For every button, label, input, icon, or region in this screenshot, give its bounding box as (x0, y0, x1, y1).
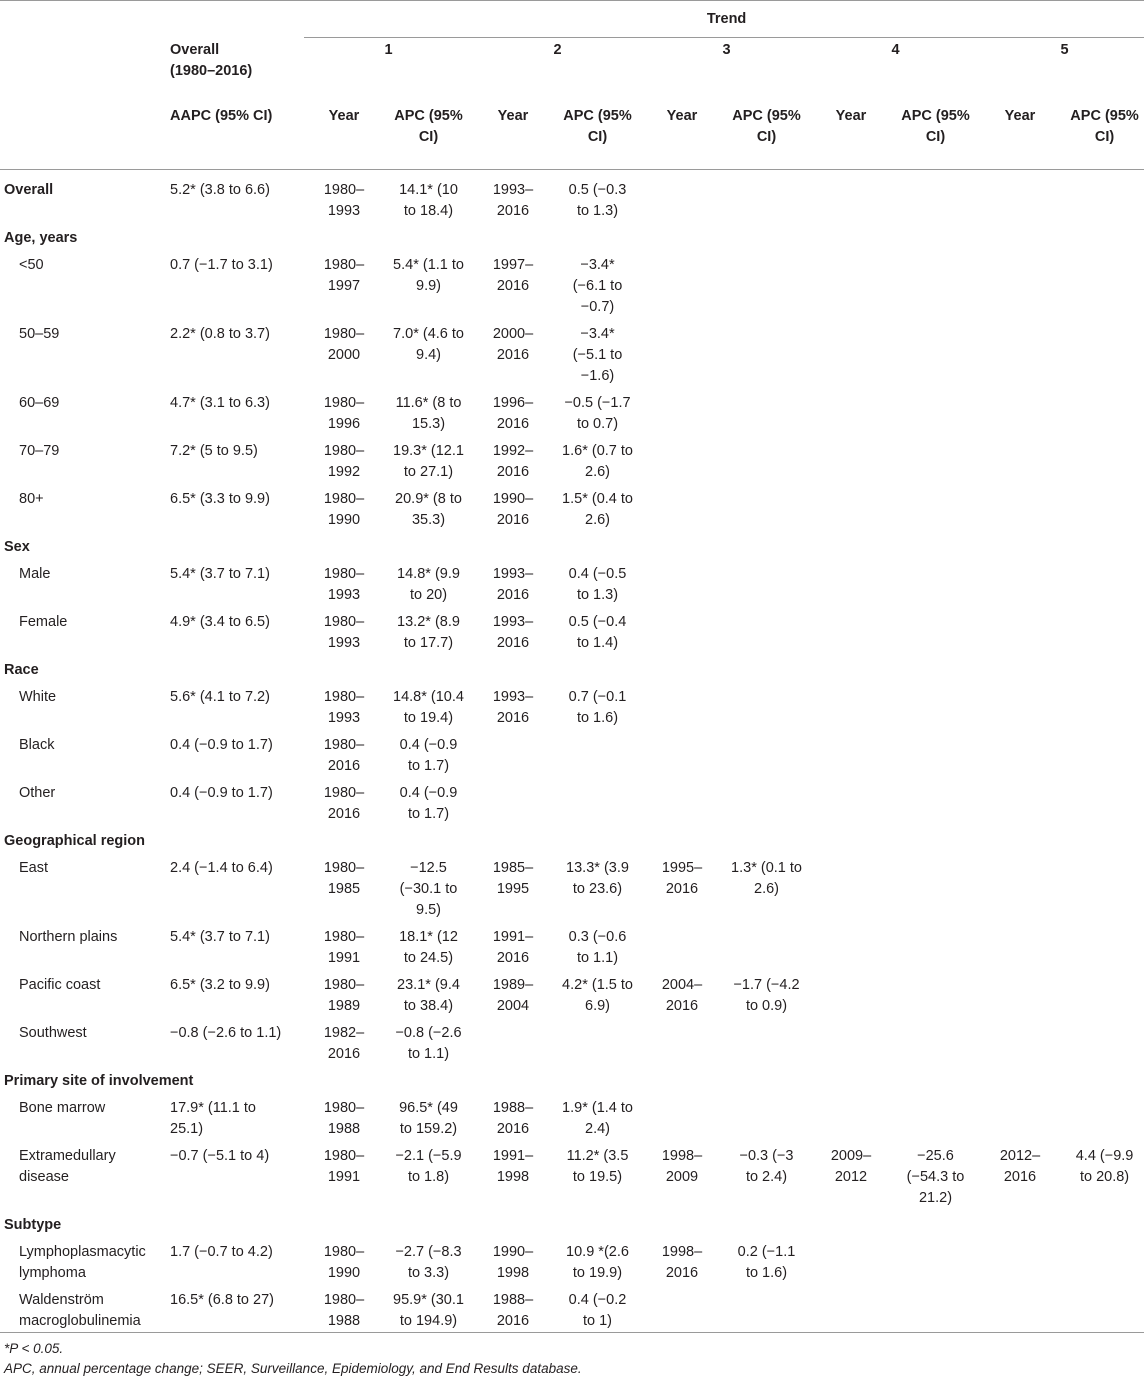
apc-cell (722, 249, 811, 318)
aapc-cell: 5.6* (4.1 to 7.2) (166, 681, 304, 729)
year-range-cell: 1998– 2009 (642, 1140, 722, 1209)
table-row (0, 483, 1144, 531)
year-range-cell (980, 1236, 1060, 1284)
apc-cell (1060, 318, 1144, 387)
apc-cell: 96.5* (49 to 159.2) (384, 1092, 473, 1140)
apc-cell (1060, 921, 1144, 969)
aapc-cell: 1.7 (−0.7 to 4.2) (166, 1236, 304, 1284)
table-header (0, 1, 1144, 170)
apc-cell (1060, 1017, 1144, 1065)
apc-cell: 0.3 (−0.6 to 1.1) (553, 921, 642, 969)
year-range-cell (473, 1017, 553, 1065)
year-range-cell (980, 921, 1060, 969)
apc-cell (722, 1284, 811, 1333)
apc-cell (891, 777, 980, 825)
apc-cell: 1.6* (0.7 to 2.6) (553, 435, 642, 483)
apc-cell: 4.2* (1.5 to 6.9) (553, 969, 642, 1017)
year-range-cell (980, 729, 1060, 777)
section-heading-row (0, 1209, 1144, 1236)
apc-cell: 20.9* (8 to 35.3) (384, 483, 473, 531)
year-range-cell (811, 852, 891, 921)
apc-cell (1060, 435, 1144, 483)
row-label: 70–79 (0, 435, 166, 483)
year-range-cell: 1980– 1990 (304, 483, 384, 531)
apc-cell (1060, 969, 1144, 1017)
apc-cell (722, 318, 811, 387)
row-label: Male (0, 558, 166, 606)
apc-cell: 14.8* (9.9 to 20) (384, 558, 473, 606)
year-range-cell (980, 681, 1060, 729)
year-range-cell (642, 387, 722, 435)
apc-cell: 5.4* (1.1 to 9.9) (384, 249, 473, 318)
table-row (0, 387, 1144, 435)
year-range-cell: 1980– 1985 (304, 852, 384, 921)
apc-cell (891, 681, 980, 729)
year-range-cell: 1989– 2004 (473, 969, 553, 1017)
apc-cell: 23.1* (9.4 to 38.4) (384, 969, 473, 1017)
year-range-cell (980, 170, 1060, 223)
apc-cell (722, 729, 811, 777)
year-column-header: Year (980, 96, 1060, 170)
year-range-cell: 1980– 1993 (304, 558, 384, 606)
apc-cell: 0.4 (−0.9 to 1.7) (384, 729, 473, 777)
year-range-cell (811, 558, 891, 606)
apc-cell: 1.9* (1.4 to 2.4) (553, 1092, 642, 1140)
table-row (0, 777, 1144, 825)
year-range-cell: 1980– 1990 (304, 1236, 384, 1284)
trend-title: Trend (304, 1, 1144, 38)
apc-cell: −25.6 (−54.3 to 21.2) (891, 1140, 980, 1209)
year-range-cell (642, 558, 722, 606)
aapc-cell: 0.4 (−0.9 to 1.7) (166, 729, 304, 777)
row-label: <50 (0, 249, 166, 318)
apc-cell (891, 969, 980, 1017)
year-range-cell: 1980– 1989 (304, 969, 384, 1017)
aapc-cell: 0.7 (−1.7 to 3.1) (166, 249, 304, 318)
row-label: White (0, 681, 166, 729)
row-label: Extramedullary disease (0, 1140, 166, 1209)
apc-cell: −12.5 (−30.1 to 9.5) (384, 852, 473, 921)
year-range-cell: 1980– 1988 (304, 1284, 384, 1333)
year-range-cell: 1985– 1995 (473, 852, 553, 921)
table-row (0, 318, 1144, 387)
year-range-cell: 1980– 2016 (304, 777, 384, 825)
apc-cell (891, 606, 980, 654)
year-range-cell (642, 318, 722, 387)
table-row (0, 681, 1144, 729)
row-label: East (0, 852, 166, 921)
year-range-cell (642, 1017, 722, 1065)
year-range-cell: 1993– 2016 (473, 681, 553, 729)
table-row (0, 852, 1144, 921)
section-heading: Geographical region (0, 825, 1144, 852)
aapc-cell: 6.5* (3.3 to 9.9) (166, 483, 304, 531)
year-range-cell (642, 1092, 722, 1140)
apc-cell (722, 558, 811, 606)
year-range-cell: 1998– 2016 (642, 1236, 722, 1284)
year-range-cell: 2004– 2016 (642, 969, 722, 1017)
apc-cell (722, 921, 811, 969)
apc-cell (891, 558, 980, 606)
row-label: Waldenström macroglobulinemia (0, 1284, 166, 1333)
trend-number-1: 1 (304, 38, 473, 97)
apc-cell (1060, 387, 1144, 435)
table-row (0, 1140, 1144, 1209)
apc-cell: 0.4 (−0.2 to 1) (553, 1284, 642, 1333)
apc-cell (553, 777, 642, 825)
aapc-cell: 4.9* (3.4 to 6.5) (166, 606, 304, 654)
section-heading-row (0, 531, 1144, 558)
footnote-significance: *P < 0.05. (4, 1339, 1144, 1359)
year-range-cell: 1991– 2016 (473, 921, 553, 969)
apc-cell: −0.3 (−3 to 2.4) (722, 1140, 811, 1209)
apc-cell (722, 483, 811, 531)
year-range-cell (642, 681, 722, 729)
aapc-cell: 5.4* (3.7 to 7.1) (166, 558, 304, 606)
row-label: Lymphoplasmacytic lymphoma (0, 1236, 166, 1284)
year-range-cell (642, 777, 722, 825)
apc-cell (1060, 558, 1144, 606)
year-range-cell: 1996– 2016 (473, 387, 553, 435)
apc-cell: 0.5 (−0.4 to 1.4) (553, 606, 642, 654)
section-heading: Age, years (0, 222, 1144, 249)
year-range-cell: 1982– 2016 (304, 1017, 384, 1065)
year-range-cell (642, 170, 722, 223)
year-range-cell: 1993– 2016 (473, 606, 553, 654)
aapc-cell: −0.7 (−5.1 to 4) (166, 1140, 304, 1209)
apc-cell: 11.6* (8 to 15.3) (384, 387, 473, 435)
year-range-cell: 1988– 2016 (473, 1092, 553, 1140)
table-row (0, 1092, 1144, 1140)
row-label: Southwest (0, 1017, 166, 1065)
apc-cell (891, 1092, 980, 1140)
apc-cell (1060, 681, 1144, 729)
section-heading: Sex (0, 531, 1144, 558)
row-label: 50–59 (0, 318, 166, 387)
trend-number-4: 4 (811, 38, 980, 97)
apc-cell (1060, 606, 1144, 654)
table-row (0, 558, 1144, 606)
apc-cell (891, 1284, 980, 1333)
year-range-cell: 1990– 1998 (473, 1236, 553, 1284)
year-range-cell: 1980– 1992 (304, 435, 384, 483)
apc-column-header: APC (95% CI) (891, 96, 980, 170)
table-row (0, 969, 1144, 1017)
year-range-cell: 2012– 2016 (980, 1140, 1060, 1209)
year-range-cell (811, 387, 891, 435)
apc-cell (553, 729, 642, 777)
footnote-abbreviations: APC, annual percentage change; SEER, Surveillance, Epidemiology, and End Results database. (4, 1359, 1144, 1379)
apc-cell (722, 1017, 811, 1065)
year-range-cell (811, 1284, 891, 1333)
year-range-cell: 1980– 1993 (304, 170, 384, 223)
year-range-cell (980, 606, 1060, 654)
year-range-cell: 1990– 2016 (473, 483, 553, 531)
apc-cell (891, 249, 980, 318)
apc-column-header: APC (95% CI) (553, 96, 642, 170)
apc-cell (1060, 170, 1144, 223)
year-range-cell (642, 483, 722, 531)
year-range-cell (473, 777, 553, 825)
apc-cell (1060, 729, 1144, 777)
aapc-cell: −0.8 (−2.6 to 1.1) (166, 1017, 304, 1065)
year-range-cell (811, 729, 891, 777)
table-row (0, 1284, 1144, 1333)
apc-cell (891, 483, 980, 531)
year-column-header: Year (304, 96, 384, 170)
aapc-cell: 17.9* (11.1 to 25.1) (166, 1092, 304, 1140)
apc-cell (553, 1017, 642, 1065)
table-body (0, 170, 1144, 1333)
apc-cell (722, 435, 811, 483)
apc-cell: 1.5* (0.4 to 2.6) (553, 483, 642, 531)
apc-cell: 0.4 (−0.5 to 1.3) (553, 558, 642, 606)
year-range-cell (811, 483, 891, 531)
table-row (0, 1017, 1144, 1065)
year-range-cell (980, 969, 1060, 1017)
table-row (0, 606, 1144, 654)
row-label: Northern plains (0, 921, 166, 969)
year-range-cell: 1988– 2016 (473, 1284, 553, 1333)
year-range-cell: 1993– 2016 (473, 558, 553, 606)
year-range-cell: 2009– 2012 (811, 1140, 891, 1209)
year-range-cell (642, 729, 722, 777)
apc-cell: −0.5 (−1.7 to 0.7) (553, 387, 642, 435)
year-range-cell: 1980– 1993 (304, 606, 384, 654)
year-range-cell: 1980– 1997 (304, 249, 384, 318)
section-heading: Primary site of involvement (0, 1065, 1144, 1092)
section-heading-row (0, 222, 1144, 249)
year-range-cell (811, 777, 891, 825)
year-range-cell (642, 1284, 722, 1333)
apc-cell (722, 170, 811, 223)
apc-cell (891, 729, 980, 777)
section-heading-row (0, 1065, 1144, 1092)
year-range-cell (811, 435, 891, 483)
section-heading: Subtype (0, 1209, 1144, 1236)
year-range-cell (473, 729, 553, 777)
apc-cell (722, 606, 811, 654)
apc-cell: 18.1* (12 to 24.5) (384, 921, 473, 969)
apc-cell: 19.3* (12.1 to 27.1) (384, 435, 473, 483)
aapc-cell: 6.5* (3.2 to 9.9) (166, 969, 304, 1017)
apc-cell (1060, 1284, 1144, 1333)
apc-cell: 11.2* (3.5 to 19.5) (553, 1140, 642, 1209)
year-range-cell (811, 1092, 891, 1140)
footnotes (0, 1333, 1144, 1379)
apc-cell (722, 1092, 811, 1140)
table-row (0, 435, 1144, 483)
year-range-cell: 1980– 1991 (304, 1140, 384, 1209)
apc-cell: 4.4 (−9.9 to 20.8) (1060, 1140, 1144, 1209)
apc-cell: 0.4 (−0.9 to 1.7) (384, 777, 473, 825)
row-label: 80+ (0, 483, 166, 531)
apc-cell (1060, 483, 1144, 531)
apc-cell (891, 387, 980, 435)
year-column-header: Year (811, 96, 891, 170)
year-range-cell (980, 483, 1060, 531)
year-range-cell (980, 1017, 1060, 1065)
year-range-cell (980, 1092, 1060, 1140)
overall-column-title: Overall (1980–2016) (166, 38, 304, 97)
apc-cell: 14.1* (10 to 18.4) (384, 170, 473, 223)
year-range-cell: 1997– 2016 (473, 249, 553, 318)
apc-cell: 1.3* (0.1 to 2.6) (722, 852, 811, 921)
apc-cell: 95.9* (30.1 to 194.9) (384, 1284, 473, 1333)
apc-cell: 10.9 *(2.6 to 19.9) (553, 1236, 642, 1284)
year-range-cell (980, 777, 1060, 825)
section-heading-row (0, 654, 1144, 681)
year-range-cell (980, 318, 1060, 387)
row-label: Other (0, 777, 166, 825)
aapc-cell: 4.7* (3.1 to 6.3) (166, 387, 304, 435)
aapc-cell: 7.2* (5 to 9.5) (166, 435, 304, 483)
year-range-cell (980, 1284, 1060, 1333)
apc-cell: −3.4* (−6.1 to −0.7) (553, 249, 642, 318)
year-range-cell: 1995– 2016 (642, 852, 722, 921)
year-column-header: Year (642, 96, 722, 170)
year-range-cell: 1980– 1993 (304, 681, 384, 729)
year-range-cell (811, 969, 891, 1017)
section-heading: Race (0, 654, 1144, 681)
year-range-cell (811, 921, 891, 969)
year-range-cell (642, 921, 722, 969)
year-range-cell: 1980– 1991 (304, 921, 384, 969)
apc-cell (891, 1236, 980, 1284)
year-range-cell (980, 435, 1060, 483)
row-label: Pacific coast (0, 969, 166, 1017)
year-range-cell: 2000– 2016 (473, 318, 553, 387)
apc-cell (891, 318, 980, 387)
apc-cell (891, 170, 980, 223)
year-range-cell (811, 681, 891, 729)
year-range-cell (980, 249, 1060, 318)
apc-column-header: APC (95% CI) (384, 96, 473, 170)
table-row (0, 249, 1144, 318)
apc-cell (1060, 249, 1144, 318)
section-heading-row (0, 825, 1144, 852)
trend-number-3: 3 (642, 38, 811, 97)
apc-cell (891, 1017, 980, 1065)
apc-cell (1060, 852, 1144, 921)
year-range-cell (811, 1236, 891, 1284)
row-label: Bone marrow (0, 1092, 166, 1140)
table-row (0, 170, 1144, 223)
year-range-cell (811, 606, 891, 654)
apc-cell: 13.2* (8.9 to 17.7) (384, 606, 473, 654)
apc-cell (1060, 777, 1144, 825)
apc-cell (891, 921, 980, 969)
apc-cell: −0.8 (−2.6 to 1.1) (384, 1017, 473, 1065)
apc-cell (722, 681, 811, 729)
apc-cell (722, 777, 811, 825)
apc-cell: 0.5 (−0.3 to 1.3) (553, 170, 642, 223)
apc-cell: −2.7 (−8.3 to 3.3) (384, 1236, 473, 1284)
apc-cell (891, 435, 980, 483)
year-range-cell: 1980– 2016 (304, 729, 384, 777)
apc-cell: 14.8* (10.4 to 19.4) (384, 681, 473, 729)
year-range-cell: 1992– 2016 (473, 435, 553, 483)
apc-cell: 0.7 (−0.1 to 1.6) (553, 681, 642, 729)
aapc-column-header: AAPC (95% CI) (166, 96, 304, 170)
year-range-cell: 1980– 1988 (304, 1092, 384, 1140)
apc-column-header: APC (95% CI) (722, 96, 811, 170)
apc-cell (1060, 1236, 1144, 1284)
aapc-cell: 2.4 (−1.4 to 6.4) (166, 852, 304, 921)
aapc-cell: 5.2* (3.8 to 6.6) (166, 170, 304, 223)
trend-number-5: 5 (980, 38, 1144, 97)
table-row (0, 729, 1144, 777)
row-label: Overall (0, 170, 166, 223)
aapc-cell: 2.2* (0.8 to 3.7) (166, 318, 304, 387)
year-range-cell (811, 1017, 891, 1065)
year-range-cell: 1991– 1998 (473, 1140, 553, 1209)
table-row (0, 1236, 1144, 1284)
year-range-cell (811, 318, 891, 387)
apc-cell: −2.1 (−5.9 to 1.8) (384, 1140, 473, 1209)
aapc-cell: 0.4 (−0.9 to 1.7) (166, 777, 304, 825)
row-label: Black (0, 729, 166, 777)
apc-cell: 13.3* (3.9 to 23.6) (553, 852, 642, 921)
year-range-cell: 1980– 2000 (304, 318, 384, 387)
row-label: 60–69 (0, 387, 166, 435)
year-range-cell (642, 435, 722, 483)
year-range-cell (642, 249, 722, 318)
trend-number-2: 2 (473, 38, 642, 97)
apc-cell (891, 852, 980, 921)
apc-cell: 0.2 (−1.1 to 1.6) (722, 1236, 811, 1284)
year-range-cell (980, 852, 1060, 921)
aapc-cell: 16.5* (6.8 to 27) (166, 1284, 304, 1333)
row-label: Female (0, 606, 166, 654)
year-column-header: Year (473, 96, 553, 170)
year-range-cell: 1993– 2016 (473, 170, 553, 223)
apc-cell: −3.4* (−5.1 to −1.6) (553, 318, 642, 387)
apc-cell: 7.0* (4.6 to 9.4) (384, 318, 473, 387)
year-range-cell (980, 387, 1060, 435)
aapc-cell: 5.4* (3.7 to 7.1) (166, 921, 304, 969)
apc-column-header: APC (95% CI) (1060, 96, 1144, 170)
apc-cell (722, 387, 811, 435)
table-row (0, 921, 1144, 969)
year-range-cell (980, 558, 1060, 606)
apc-cell (1060, 1092, 1144, 1140)
year-range-cell (642, 606, 722, 654)
year-range-cell: 1980– 1996 (304, 387, 384, 435)
year-range-cell (811, 249, 891, 318)
year-range-cell (811, 170, 891, 223)
apc-cell: −1.7 (−4.2 to 0.9) (722, 969, 811, 1017)
